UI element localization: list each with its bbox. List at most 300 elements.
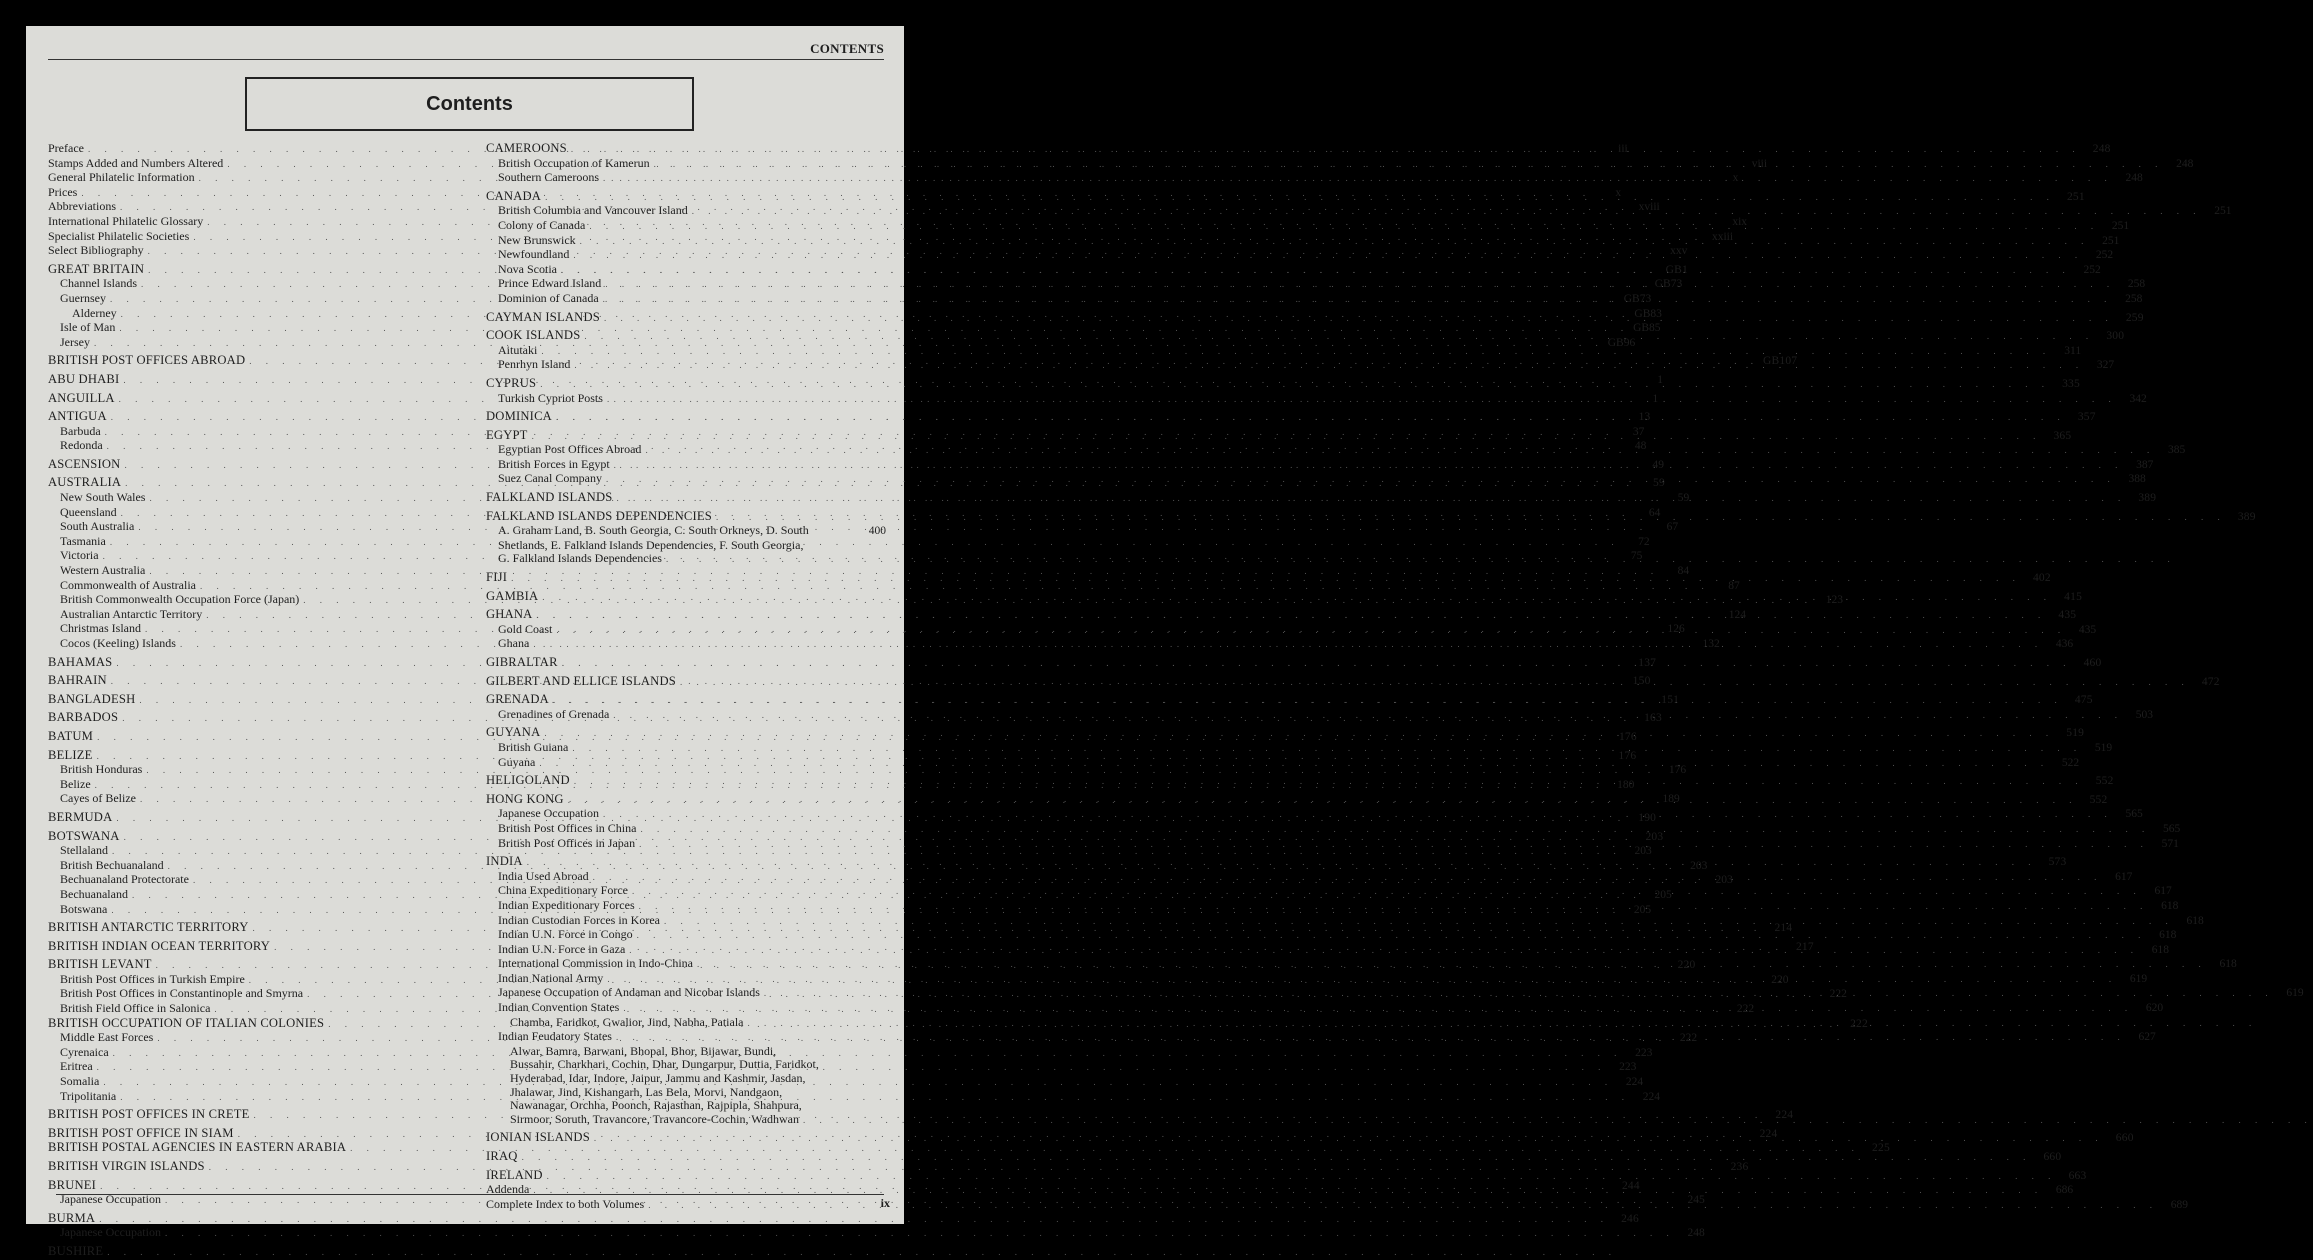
entry-label: British Field Office in Salonica — [60, 1001, 211, 1016]
entry-label: South Australia — [60, 519, 135, 534]
entry-label: Indian Custodian Forces in Korea — [498, 912, 660, 927]
entry-label: Stamps Added and Numbers Altered — [48, 155, 224, 170]
dot-leader — [603, 172, 2113, 186]
entry-label: Gold Coast — [498, 621, 553, 636]
entry-page-number: 176 — [1668, 764, 1687, 777]
entry-label: Japanese Occupation — [60, 1225, 161, 1240]
dot-leader — [607, 973, 2117, 987]
contents-entry — [48, 762, 1687, 778]
entry-page-number: 223 — [1619, 1061, 1637, 1074]
entry-label: British Post Offices in Turkish Empire — [60, 971, 245, 986]
entry-label: FALKLAND ISLANDS DEPENDENCIES — [486, 508, 712, 523]
entry-label: Tasmania — [60, 533, 106, 548]
entry-label: Eritrea — [60, 1059, 93, 1074]
entry-page-number: 436 — [2055, 638, 2074, 651]
entry-page-number: 620 — [2145, 1002, 2164, 1015]
entry-label: GUYANA — [486, 725, 541, 740]
entry-label: COOK ISLANDS — [486, 328, 581, 343]
entry-page-number: 252 — [2095, 249, 2114, 262]
entry-label: ANGUILLA — [48, 390, 115, 405]
dot-leader — [574, 359, 2084, 373]
entry-page-number: 222 — [1679, 1032, 1698, 1045]
entry-label: Western Australia — [60, 563, 146, 578]
entry-label: Chamba, Faridkot, Gwalior, Jind, Nabha, Patiala — [510, 1014, 744, 1029]
entry-page-number: 203 — [1690, 859, 1708, 872]
entry-page-number: 190 — [1638, 811, 1657, 824]
dot-leader — [541, 345, 2051, 359]
entry-page-number: 552 — [2095, 775, 2114, 788]
entry-label: BERMUDA — [48, 809, 113, 824]
entry-label: Sirmoor, Soruth, Travancore, Travancore-Cochin, Wadhwan — [510, 1111, 799, 1126]
entry-label: Bechuanaland Protectorate — [60, 872, 189, 887]
entry-label: FALKLAND ISLANDS — [486, 490, 613, 505]
entry-page-number: 689 — [2170, 1198, 2188, 1211]
dot-leader — [616, 492, 2126, 506]
entry-label: BATUM — [48, 728, 94, 743]
dot-leader — [697, 958, 2207, 972]
entry-page-number: 248 — [2092, 143, 2111, 155]
entry-label: Newfoundland — [498, 247, 570, 262]
entry-page-number: 205 — [1633, 903, 1652, 916]
entry-page-number: 335 — [2062, 377, 2080, 390]
dot-leader — [639, 900, 2149, 914]
entry-label: BAHRAIN — [48, 673, 107, 688]
dot-leader — [527, 856, 2037, 870]
entry-page-number: 400 — [868, 525, 886, 538]
entry-page-number: 627 — [2138, 1031, 2156, 1044]
entry-page-number: 224 — [1775, 1109, 1794, 1122]
dot-leader — [664, 915, 2174, 929]
entry-label: Abbreviations — [48, 199, 116, 214]
entry-label: International Commission in Indo-China — [498, 956, 693, 971]
entry-page-number: 415 — [2064, 590, 2083, 603]
contents-entry — [486, 539, 886, 553]
dot-leader — [99, 1213, 1609, 1227]
contents-entry — [486, 390, 2147, 407]
dot-leader — [614, 459, 2124, 473]
dot-leader — [553, 694, 2063, 708]
entry-page-number: 357 — [2077, 411, 2096, 424]
dot-leader — [165, 1227, 1675, 1241]
entry-label: Alwar, Bamra, Barwani, Bhopal, Bhor, Bijawar, Bundi, — [510, 1043, 777, 1058]
entry-label: CANADA — [486, 188, 542, 203]
title-box — [245, 77, 694, 131]
entry-page-number: 84 — [1677, 565, 1690, 578]
entry-page-number: 203 — [1645, 830, 1664, 843]
dot-leader — [511, 572, 2021, 586]
entry-label: Commonwealth of Australia — [60, 577, 196, 592]
contents-entry — [486, 1113, 886, 1128]
entry-page-number: 311 — [2064, 344, 2082, 357]
entry-page-number: 220 — [1677, 959, 1696, 972]
dot-leader — [716, 511, 2226, 525]
entry-page-number: 87 — [1728, 579, 1740, 592]
entry-page-number: 223 — [1635, 1046, 1653, 1059]
dot-leader — [589, 220, 2099, 234]
entry-page-number: 180 — [1617, 778, 1635, 791]
entry-label: British Columbia and Vancouver Island — [498, 203, 688, 218]
entry-label: Indian Convention States — [498, 1000, 620, 1015]
dot-leader — [747, 1017, 2257, 1031]
entry-page-number: 245 — [1687, 1194, 1705, 1207]
entry-page-number: 222 — [1850, 1017, 1868, 1030]
contents-entry — [48, 843, 1652, 859]
dot-leader — [574, 775, 2084, 789]
entry-page-number: 67 — [1666, 521, 1679, 534]
entry-page-number: 660 — [2115, 1132, 2134, 1145]
entry-page-number: 132 — [1702, 638, 1720, 650]
entry-label: BARBADOS — [48, 710, 119, 725]
contents-entry — [486, 170, 2143, 186]
entry-label: Guyana — [498, 754, 536, 769]
entry-label: Indian Expeditionary Forces — [498, 897, 635, 912]
entry-page-number: 251 — [2111, 219, 2130, 232]
entry-page-number: 123 — [1825, 594, 1844, 607]
entry-page-number: GB73 — [1654, 278, 1683, 291]
entry-label: Channel Islands — [60, 276, 137, 291]
dot-leader — [571, 143, 2081, 157]
entry-page-number: 571 — [2161, 837, 2179, 850]
entry-page-number: 224 — [1625, 1076, 1644, 1089]
entry-page-number: 224 — [1759, 1127, 1778, 1140]
dot-leader — [640, 823, 2150, 837]
entry-label: Bechuanaland — [60, 886, 128, 901]
entry-page-number: GB83 — [1634, 307, 1662, 320]
entry-page-number: 259 — [2125, 311, 2144, 324]
entry-label: BRITISH ANTARCTIC TERRITORY — [48, 920, 249, 935]
entry-page-number: 48 — [1634, 440, 1647, 453]
entry-page-number: 1 — [1657, 373, 1664, 386]
entry-label: Colony of Canada — [498, 217, 586, 232]
entry-label: ANTIGUA — [48, 409, 107, 424]
contents-entry — [486, 552, 886, 567]
entry-page-number: 1 — [1652, 392, 1659, 405]
entry-label: Somalia — [60, 1074, 100, 1089]
entry-label: International Philatelic Glossary — [48, 213, 204, 228]
entry-page-number: 126 — [1667, 623, 1685, 636]
entry-page-number: 224 — [1642, 1090, 1660, 1103]
entry-page-number: 64 — [1648, 506, 1661, 519]
entry-page-number: x — [1615, 186, 1622, 199]
dot-leader — [536, 609, 2046, 623]
entry-page-number: 472 — [2201, 675, 2220, 688]
entry-page-number: 151 — [1661, 693, 1680, 706]
entry-page-number: GB73 — [1623, 292, 1652, 305]
dot-leader — [613, 709, 2123, 723]
entry-page-number: 460 — [2083, 657, 2102, 669]
entry-label: HONG KONG — [486, 791, 564, 806]
entry-label: Indian National Army — [498, 970, 604, 985]
entry-page-number: 214 — [1774, 922, 1793, 935]
dot-leader — [654, 158, 2164, 172]
entry-label: GRENADA — [486, 692, 549, 707]
entry-label: INDIA — [486, 854, 523, 869]
entry-label: BAHAMAS — [48, 654, 113, 669]
entry-label: BANGLADESH — [48, 691, 136, 706]
entry-label: Guernsey — [60, 290, 106, 305]
entry-page-number: 503 — [2135, 708, 2154, 721]
bottom-rule — [56, 1194, 884, 1195]
entry-label: BRITISH POST OFFICE IN SIAM — [48, 1125, 234, 1140]
entry-label: GILBERT AND ELLICE ISLANDS — [486, 673, 676, 688]
dot-leader — [539, 757, 2049, 771]
entry-label: G. Falkland Islands Dependencies — [498, 551, 662, 566]
entry-label: GIBRALTAR — [486, 655, 558, 669]
entry-page-number: 388 — [2128, 473, 2146, 486]
entry-page-number: 618 — [2151, 943, 2170, 956]
entry-page-number: 435 — [2078, 623, 2097, 636]
dot-leader — [692, 205, 2202, 219]
entry-label: Queensland — [60, 504, 117, 519]
entry-label: DOMINICA — [486, 409, 552, 424]
entry-label: Southern Cameroons — [498, 170, 599, 185]
entry-page-number: 618 — [2159, 929, 2177, 942]
dot-leader — [603, 293, 2113, 307]
entry-page-number: 244 — [1621, 1179, 1640, 1192]
dot-leader — [629, 944, 2139, 958]
entry-label: Nova Scotia — [498, 261, 557, 276]
entry-page-number: 203 — [1715, 874, 1733, 887]
entry-page-number: 573 — [2048, 856, 2067, 869]
entry-label: CYPRUS — [486, 375, 537, 390]
entry-label: Isle of Man — [60, 320, 116, 335]
entry-label: Dominion of Canada — [498, 290, 599, 305]
entry-label: British Post Offices in China — [498, 820, 637, 835]
entry-label: Preface — [48, 141, 84, 155]
entry-page-number: 618 — [2161, 899, 2179, 912]
entry-label: BRITISH POSTAL AGENCIES IN EASTERN ARABIA — [48, 1140, 347, 1155]
entry-page-number: 258 — [2127, 278, 2146, 291]
entry-label: IRELAND — [486, 1167, 543, 1182]
entry-page-number: 137 — [1638, 656, 1657, 669]
entry-label: Penrhyn Island — [498, 357, 571, 372]
entry-page-number: iii — [1618, 143, 1628, 155]
dot-leader — [803, 1114, 2313, 1128]
entry-page-number: 251 — [2066, 190, 2085, 203]
entry-page-number: 248 — [2176, 157, 2194, 170]
entry-page-number: 217 — [1795, 940, 1814, 953]
entry-page-number: xxv — [1670, 245, 1688, 258]
entry-page-number: 618 — [2186, 914, 2204, 927]
entry-page-number: 59 — [1677, 492, 1690, 505]
entry-page-number: 225 — [1872, 1142, 1890, 1155]
dot-leader — [561, 264, 2071, 278]
entry-label: CAMEROONS — [486, 141, 567, 155]
dot-leader — [680, 676, 2190, 690]
entry-page-number: GB107 — [1763, 355, 1798, 368]
entry-label: Tripolitania — [60, 1088, 117, 1103]
entry-label: British Honduras — [60, 762, 143, 777]
entry-label: Alderney — [72, 305, 117, 320]
dot-leader — [562, 657, 2072, 671]
dot-leader — [107, 1246, 1617, 1260]
dot-leader — [593, 871, 2103, 885]
entry-label: EGYPT — [486, 427, 528, 442]
entry-page-number: GB85 — [1633, 322, 1661, 335]
dot-leader — [648, 1199, 2158, 1213]
contents-entry-country — [486, 375, 2080, 392]
dot-leader — [522, 1151, 2032, 1165]
entry-page-number: 59 — [1653, 477, 1665, 490]
entry-page-number: 222 — [1736, 1003, 1755, 1016]
dot-leader — [540, 378, 2050, 392]
entry-page-number: 387 — [2136, 458, 2154, 471]
entry-label: Cayes of Belize — [60, 791, 136, 806]
entry-page-number: 402 — [2032, 572, 2051, 585]
entry-label: A. Graham Land, B. South Georgia, C. South Orkneys, D. South — [498, 523, 809, 538]
entry-label: Ghana — [498, 636, 530, 651]
dot-leader — [556, 624, 2066, 638]
entry-label: Indian U.N. Force in Congo — [498, 927, 633, 942]
entry-label: Prices — [48, 184, 78, 199]
entry-label: BRITISH VIRGIN ISLANDS — [48, 1159, 205, 1173]
entry-page-number: 176 — [1618, 749, 1637, 762]
entry-page-number: 686 — [2055, 1184, 2074, 1197]
entry-page-number: 663 — [2068, 1169, 2087, 1182]
entry-label: GREAT BRITAIN — [48, 261, 145, 276]
entry-label: Japanese Occupation — [498, 806, 599, 821]
entry-page-number: 617 — [2154, 885, 2172, 898]
entry-page-number: xviii — [1638, 201, 1660, 214]
entry-label: ABU DHABI — [48, 371, 120, 386]
entry-label: Middle East Forces — [60, 1030, 154, 1045]
entry-label: Prince Edward Island — [498, 276, 602, 291]
entry-label: Christmas Island — [60, 621, 141, 636]
entry-label: BRITISH LEVANT — [48, 957, 152, 972]
entry-label: BELIZE — [48, 747, 93, 762]
contents-entry-country — [486, 1149, 2062, 1165]
entry-label: BURMA — [48, 1210, 96, 1225]
dot-leader — [547, 1170, 2057, 1184]
entry-page-number: 176 — [1618, 730, 1637, 743]
page-title: Contents — [426, 92, 513, 115]
entry-label: British Post Offices in Constantinople and Smyrna — [60, 986, 304, 1001]
entry-page-number: 49 — [1652, 458, 1665, 471]
entry-label: Select Bibliography — [48, 243, 144, 258]
entry-page-number: 252 — [2083, 263, 2101, 276]
dot-leader — [632, 885, 2142, 899]
entry-label: Shetlands, E. Falkland Islands Dependencies, F. South Georgia, — [498, 537, 804, 552]
entry-page-number: 619 — [2129, 972, 2148, 985]
entry-label: India Used Abroad — [498, 868, 589, 883]
dot-leader — [556, 411, 2066, 425]
entry-page-number: 660 — [2043, 1151, 2062, 1163]
entry-page-number: 519 — [2066, 727, 2085, 740]
entry-label: Specialist Philatelic Societies — [48, 228, 190, 243]
contents-entry — [486, 1016, 886, 1031]
dot-leader — [607, 393, 2117, 407]
entry-label: British Post Offices in Japan — [498, 835, 636, 850]
entry-page-number: 222 — [1829, 988, 1847, 1001]
entry-label: Japanese Occupation of Andaman and Nicobar Islands — [498, 985, 760, 1000]
contents-entry-country — [48, 1245, 458, 1260]
entry-label: Indian U.N. Force in Gaza — [498, 941, 626, 956]
entry-label: AUSTRALIA — [48, 475, 122, 490]
entry-label: General Philatelic Information — [48, 170, 195, 185]
dot-leader — [623, 1002, 2133, 1016]
entry-label: BRITISH POST OFFICES ABROAD — [48, 353, 246, 368]
dot-leader — [764, 987, 2274, 1001]
dot-leader — [545, 191, 2055, 205]
entry-label: New South Wales — [60, 490, 146, 505]
dot-leader — [544, 727, 2054, 741]
entry-page-number: 246 — [1621, 1212, 1639, 1225]
dot-leader — [594, 1132, 2104, 1146]
dot-leader — [666, 553, 2176, 567]
entry-label: BRUNEI — [48, 1177, 97, 1192]
entry-label: Cocos (Keeling) Islands — [60, 636, 176, 650]
entry-label: CAYMAN ISLANDS — [486, 309, 600, 324]
entry-label: British Commonwealth Occupation Force (Japan) — [60, 592, 300, 607]
dot-leader — [532, 430, 2042, 444]
entry-page-number: 565 — [2162, 822, 2181, 835]
entry-page-number: 150 — [1632, 675, 1651, 688]
entry-page-number: 522 — [2061, 756, 2080, 769]
dot-leader — [604, 312, 2114, 326]
entry-page-number: 258 — [2125, 292, 2143, 305]
entry-label: Nawanagar, Orchha, Poonch, Rajasthan, Rajpipla, Shahpura, — [510, 1098, 802, 1113]
contents-entry — [48, 1225, 1705, 1241]
entry-label: Botswana — [60, 901, 108, 916]
contents-entry-country — [48, 1210, 1639, 1227]
entry-page-number: 205 — [1654, 888, 1672, 901]
entry-page-number: 342 — [2129, 392, 2147, 405]
entry-label: Belize — [60, 776, 91, 791]
dot-leader — [542, 591, 2052, 605]
entry-label: GHANA — [486, 607, 533, 622]
contents-entry — [486, 1045, 886, 1059]
dot-leader — [573, 249, 2083, 263]
dot-leader — [605, 278, 2115, 292]
contents-entry — [486, 1099, 886, 1113]
entry-label: IONIAN ISLANDS — [486, 1130, 590, 1145]
entry-page-number: 251 — [2214, 205, 2232, 218]
entry-label: FIJI — [486, 570, 508, 585]
entry-label: New Brunswick — [498, 232, 576, 247]
entry-label: BRITISH INDIAN OCEAN TERRITORY — [48, 938, 271, 953]
entry-label: British Forces in Egypt — [498, 456, 610, 471]
entry-page-number: 75 — [1630, 550, 1643, 563]
entry-label: Grenadines of Grenada — [498, 706, 610, 721]
entry-page-number: 13 — [1638, 411, 1651, 424]
entry-page-number: 389 — [2138, 492, 2157, 505]
entry-page-number: 475 — [2074, 694, 2093, 707]
entry-label: Indian Feudatory States — [498, 1029, 612, 1044]
entry-page-number: xxiii — [1711, 230, 1734, 243]
entry-label: British Occupation of Kamerun — [498, 155, 650, 170]
dot-leader — [616, 1031, 2126, 1045]
contents-entry-country — [486, 188, 2085, 205]
entry-page-number: 565 — [2125, 808, 2143, 821]
entry-label: Addenda — [486, 1182, 530, 1197]
entry-label: ASCENSION — [48, 456, 121, 471]
entry-label: Bussahir, Charkhari, Cochin, Dhar, Dungarpur, Duttia, Faridkot, — [510, 1057, 819, 1072]
entry-page-number: 435 — [2058, 609, 2077, 622]
entry-page-number: 72 — [1638, 535, 1650, 548]
dot-leader — [639, 838, 2149, 852]
entry-page-number: GB1 — [1665, 263, 1688, 276]
entry-page-number: 203 — [1634, 845, 1652, 858]
entry-label: BOTSWANA — [48, 828, 120, 843]
dot-leader — [568, 794, 2078, 808]
dot-leader — [533, 1184, 2043, 1198]
entry-label: British Guiana — [498, 739, 569, 754]
dot-leader — [637, 929, 2147, 943]
entry-label: BUSHIRE — [48, 1243, 104, 1258]
entry-label: IRAQ — [486, 1149, 518, 1163]
entry-page-number: 189 — [1662, 793, 1680, 806]
dot-leader — [645, 444, 2155, 458]
